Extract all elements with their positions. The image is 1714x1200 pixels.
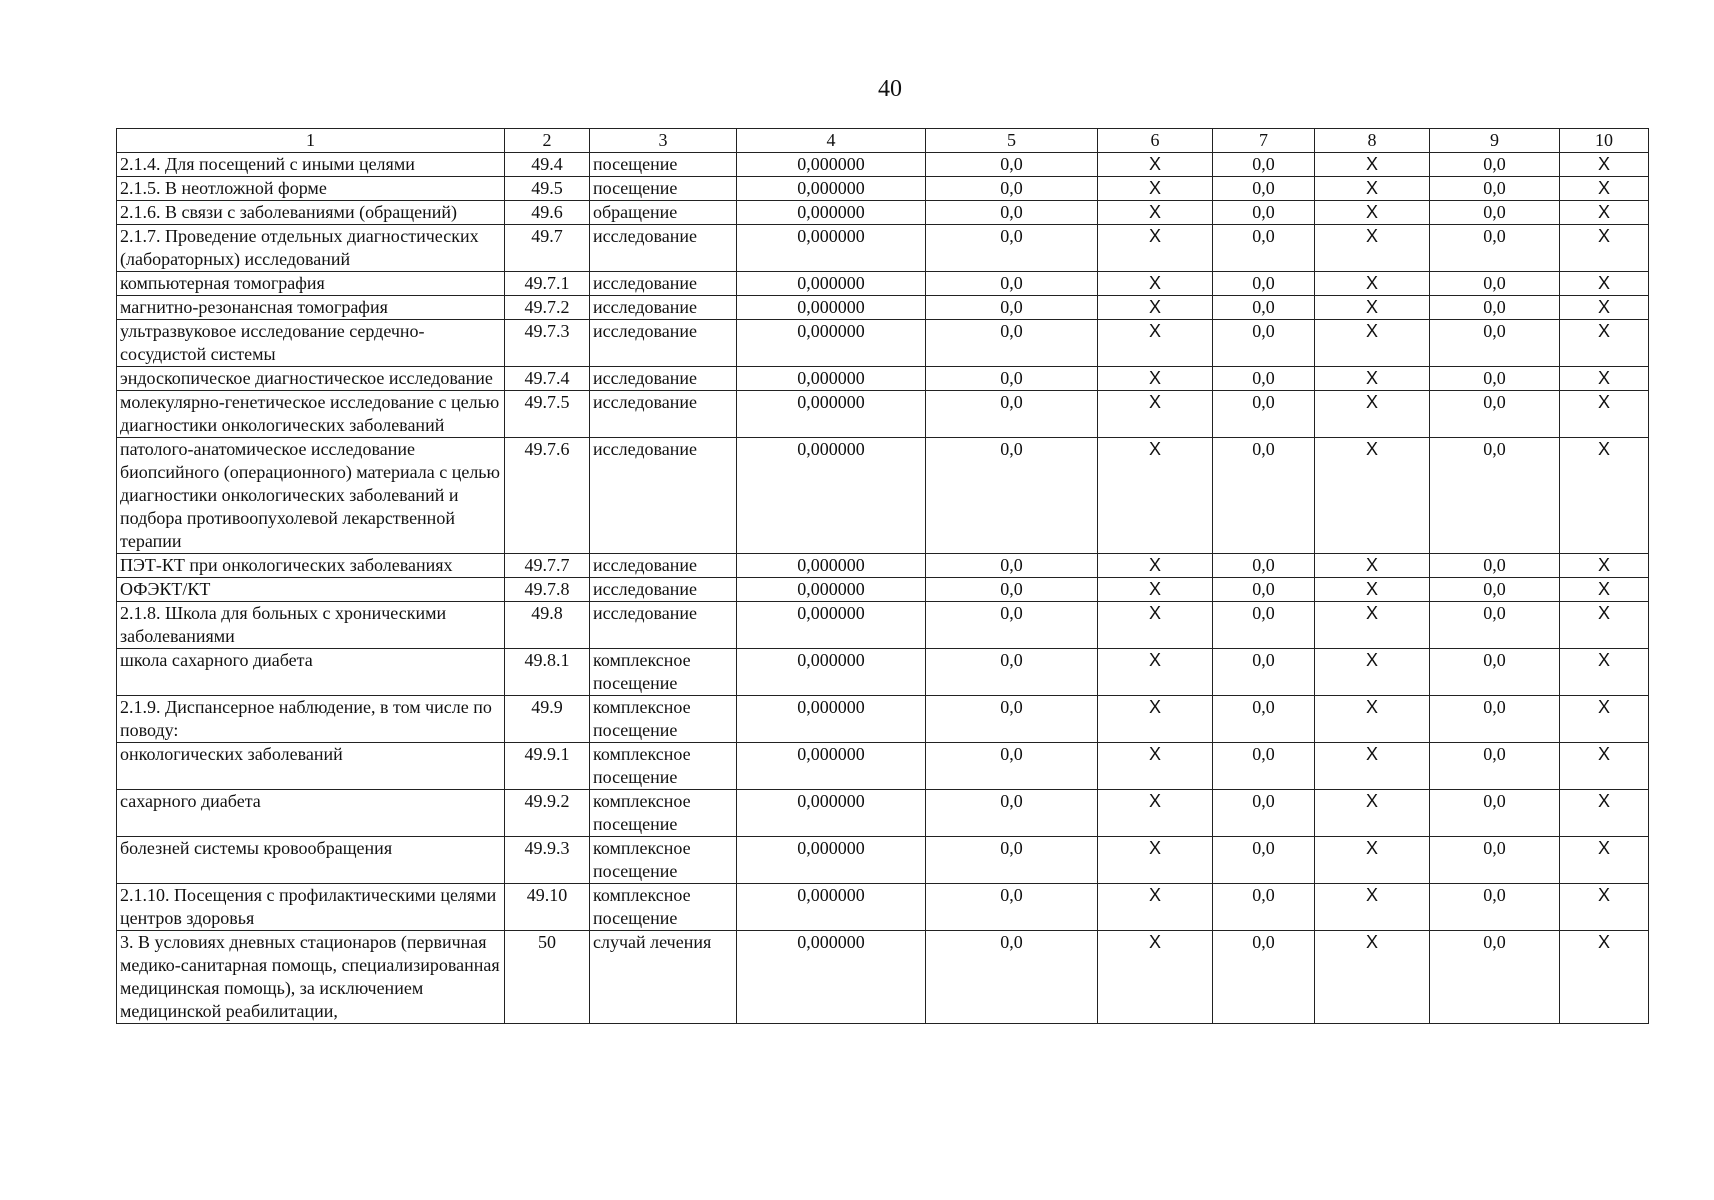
cell-code: 49.7.8	[505, 578, 590, 602]
cell-col9: 0,0	[1430, 320, 1560, 367]
cell-code: 49.5	[505, 177, 590, 201]
cell-col8: X	[1315, 225, 1430, 272]
cell-unit: исследование	[590, 320, 737, 367]
cell-code: 49.4	[505, 153, 590, 177]
cell-col5: 0,0	[926, 296, 1098, 320]
cell-col10: X	[1560, 438, 1649, 554]
cell-col9: 0,0	[1430, 837, 1560, 884]
table-row	[117, 790, 1649, 837]
cell-col4: 0,000000	[737, 602, 926, 649]
cell-col7: 0,0	[1213, 272, 1315, 296]
column-header: 3	[590, 129, 737, 153]
cell-col4: 0,000000	[737, 837, 926, 884]
cell-col10: X	[1560, 554, 1649, 578]
cell-col10: X	[1560, 296, 1649, 320]
cell-col4: 0,000000	[737, 367, 926, 391]
cell-col5: 0,0	[926, 696, 1098, 743]
cell-code: 49.7.5	[505, 391, 590, 438]
cell-code: 49.7	[505, 225, 590, 272]
cell-col4: 0,000000	[737, 790, 926, 837]
cell-col6: X	[1098, 696, 1213, 743]
cell-col8: X	[1315, 177, 1430, 201]
cell-col10: X	[1560, 225, 1649, 272]
column-header: 5	[926, 129, 1098, 153]
cell-name: патолого-анатомическое исследование биопсийного (операционного) материала с целью диагностики онкологических заболеваний и подбора противоопухолевой лекарственной терапии	[117, 438, 505, 554]
table-row	[117, 438, 1649, 554]
cell-col8: X	[1315, 438, 1430, 554]
cell-col5: 0,0	[926, 743, 1098, 790]
cell-col7: 0,0	[1213, 153, 1315, 177]
cell-col6: X	[1098, 320, 1213, 367]
cell-col7: 0,0	[1213, 438, 1315, 554]
cell-col10: X	[1560, 696, 1649, 743]
cell-col10: X	[1560, 602, 1649, 649]
cell-col9: 0,0	[1430, 602, 1560, 649]
cell-col6: X	[1098, 837, 1213, 884]
cell-name: 2.1.8. Школа для больных с хроническими заболеваниями	[117, 602, 505, 649]
cell-code: 49.10	[505, 884, 590, 931]
cell-code: 49.7.1	[505, 272, 590, 296]
column-header: 10	[1560, 129, 1649, 153]
cell-col8: X	[1315, 367, 1430, 391]
cell-col4: 0,000000	[737, 884, 926, 931]
cell-col9: 0,0	[1430, 225, 1560, 272]
table-row	[117, 177, 1649, 201]
cell-col5: 0,0	[926, 153, 1098, 177]
cell-col4: 0,000000	[737, 153, 926, 177]
table-row	[117, 837, 1649, 884]
cell-name: ультразвуковое исследование сердечно-сосудистой системы	[117, 320, 505, 367]
cell-code: 49.7.3	[505, 320, 590, 367]
table-row	[117, 391, 1649, 438]
column-header: 8	[1315, 129, 1430, 153]
cell-col7: 0,0	[1213, 201, 1315, 225]
cell-name: болезней системы кровообращения	[117, 837, 505, 884]
cell-col4: 0,000000	[737, 177, 926, 201]
table-row	[117, 367, 1649, 391]
cell-col8: X	[1315, 931, 1430, 1024]
cell-name: эндоскопическое диагностическое исследование	[117, 367, 505, 391]
cell-col8: X	[1315, 296, 1430, 320]
cell-col6: X	[1098, 438, 1213, 554]
cell-col10: X	[1560, 649, 1649, 696]
cell-col9: 0,0	[1430, 696, 1560, 743]
cell-col6: X	[1098, 225, 1213, 272]
table-row	[117, 696, 1649, 743]
cell-col8: X	[1315, 649, 1430, 696]
cell-unit: исследование	[590, 225, 737, 272]
cell-name: ПЭТ-КТ при онкологических заболеваниях	[117, 554, 505, 578]
cell-col5: 0,0	[926, 931, 1098, 1024]
cell-code: 49.7.7	[505, 554, 590, 578]
table-row	[117, 153, 1649, 177]
cell-code: 49.7.2	[505, 296, 590, 320]
cell-col7: 0,0	[1213, 177, 1315, 201]
cell-col7: 0,0	[1213, 649, 1315, 696]
cell-col6: X	[1098, 153, 1213, 177]
cell-col7: 0,0	[1213, 696, 1315, 743]
cell-col9: 0,0	[1430, 438, 1560, 554]
cell-col4: 0,000000	[737, 578, 926, 602]
cell-unit: случай лечения	[590, 931, 737, 1024]
cell-col8: X	[1315, 320, 1430, 367]
table-row	[117, 649, 1649, 696]
cell-name: ОФЭКТ/КТ	[117, 578, 505, 602]
cell-col7: 0,0	[1213, 602, 1315, 649]
cell-col10: X	[1560, 790, 1649, 837]
cell-name: 2.1.5. В неотложной форме	[117, 177, 505, 201]
cell-col7: 0,0	[1213, 743, 1315, 790]
cell-col7: 0,0	[1213, 554, 1315, 578]
cell-unit: исследование	[590, 602, 737, 649]
cell-col6: X	[1098, 578, 1213, 602]
cell-col5: 0,0	[926, 649, 1098, 696]
cell-col10: X	[1560, 884, 1649, 931]
cell-col5: 0,0	[926, 367, 1098, 391]
table-row	[117, 931, 1649, 1024]
data-table	[116, 128, 1649, 1024]
table-row	[117, 320, 1649, 367]
cell-col6: X	[1098, 554, 1213, 578]
column-header: 4	[737, 129, 926, 153]
cell-col7: 0,0	[1213, 367, 1315, 391]
cell-col7: 0,0	[1213, 320, 1315, 367]
cell-name: магнитно-резонансная томография	[117, 296, 505, 320]
cell-col10: X	[1560, 743, 1649, 790]
table-body	[117, 153, 1649, 1024]
cell-col10: X	[1560, 272, 1649, 296]
table-row	[117, 225, 1649, 272]
cell-col9: 0,0	[1430, 790, 1560, 837]
cell-col4: 0,000000	[737, 931, 926, 1024]
cell-col10: X	[1560, 837, 1649, 884]
cell-col8: X	[1315, 578, 1430, 602]
cell-col9: 0,0	[1430, 367, 1560, 391]
cell-unit: исследование	[590, 554, 737, 578]
cell-unit: комплексное посещение	[590, 790, 737, 837]
cell-col4: 0,000000	[737, 225, 926, 272]
cell-col9: 0,0	[1430, 884, 1560, 931]
cell-col6: X	[1098, 177, 1213, 201]
page-number: 40	[878, 76, 902, 102]
table-row	[117, 884, 1649, 931]
cell-col10: X	[1560, 153, 1649, 177]
cell-col9: 0,0	[1430, 578, 1560, 602]
cell-col8: X	[1315, 554, 1430, 578]
cell-col10: X	[1560, 320, 1649, 367]
cell-code: 49.6	[505, 201, 590, 225]
cell-col7: 0,0	[1213, 837, 1315, 884]
cell-col4: 0,000000	[737, 201, 926, 225]
table-row	[117, 554, 1649, 578]
cell-col6: X	[1098, 790, 1213, 837]
cell-col6: X	[1098, 649, 1213, 696]
cell-col8: X	[1315, 602, 1430, 649]
cell-name: 2.1.10. Посещения с профилактическими целями центров здоровья	[117, 884, 505, 931]
cell-name: 2.1.4. Для посещений с иными целями	[117, 153, 505, 177]
cell-unit: исследование	[590, 438, 737, 554]
cell-col8: X	[1315, 272, 1430, 296]
cell-col9: 0,0	[1430, 391, 1560, 438]
cell-col9: 0,0	[1430, 931, 1560, 1024]
cell-col5: 0,0	[926, 391, 1098, 438]
cell-col6: X	[1098, 884, 1213, 931]
cell-name: молекулярно-генетическое исследование с целью диагностики онкологических заболеваний	[117, 391, 505, 438]
cell-unit: исследование	[590, 272, 737, 296]
cell-col5: 0,0	[926, 201, 1098, 225]
cell-col6: X	[1098, 272, 1213, 296]
cell-col4: 0,000000	[737, 391, 926, 438]
cell-col5: 0,0	[926, 578, 1098, 602]
cell-col6: X	[1098, 931, 1213, 1024]
cell-col9: 0,0	[1430, 649, 1560, 696]
cell-col10: X	[1560, 391, 1649, 438]
cell-code: 49.9.3	[505, 837, 590, 884]
cell-col8: X	[1315, 790, 1430, 837]
cell-col10: X	[1560, 177, 1649, 201]
cell-col4: 0,000000	[737, 743, 926, 790]
cell-unit: исследование	[590, 367, 737, 391]
cell-col9: 0,0	[1430, 554, 1560, 578]
cell-col9: 0,0	[1430, 177, 1560, 201]
column-header: 7	[1213, 129, 1315, 153]
cell-col4: 0,000000	[737, 696, 926, 743]
cell-unit: посещение	[590, 153, 737, 177]
cell-col4: 0,000000	[737, 438, 926, 554]
cell-col9: 0,0	[1430, 743, 1560, 790]
cell-col6: X	[1098, 743, 1213, 790]
cell-name: школа сахарного диабета	[117, 649, 505, 696]
cell-code: 49.7.4	[505, 367, 590, 391]
cell-col4: 0,000000	[737, 272, 926, 296]
cell-col4: 0,000000	[737, 649, 926, 696]
cell-col6: X	[1098, 296, 1213, 320]
cell-col5: 0,0	[926, 554, 1098, 578]
cell-name: компьютерная томография	[117, 272, 505, 296]
cell-col7: 0,0	[1213, 391, 1315, 438]
cell-col4: 0,000000	[737, 320, 926, 367]
cell-name: 3. В условиях дневных стационаров (первичная медико-санитарная помощь, специализированная медицинская помощь), за исключением медицинской реабилитации,	[117, 931, 505, 1024]
cell-col7: 0,0	[1213, 884, 1315, 931]
cell-name: 2.1.7. Проведение отдельных диагностических (лабораторных) исследований	[117, 225, 505, 272]
cell-col8: X	[1315, 743, 1430, 790]
cell-name: онкологических заболеваний	[117, 743, 505, 790]
cell-unit: комплексное посещение	[590, 837, 737, 884]
cell-col8: X	[1315, 201, 1430, 225]
cell-unit: исследование	[590, 578, 737, 602]
column-header: 6	[1098, 129, 1213, 153]
cell-col8: X	[1315, 696, 1430, 743]
column-header: 1	[117, 129, 505, 153]
cell-code: 50	[505, 931, 590, 1024]
cell-col7: 0,0	[1213, 296, 1315, 320]
cell-col10: X	[1560, 367, 1649, 391]
cell-col9: 0,0	[1430, 296, 1560, 320]
cell-col10: X	[1560, 931, 1649, 1024]
cell-name: 2.1.9. Диспансерное наблюдение, в том числе по поводу:	[117, 696, 505, 743]
cell-col7: 0,0	[1213, 790, 1315, 837]
header-row	[117, 129, 1649, 153]
cell-col6: X	[1098, 367, 1213, 391]
table-row	[117, 201, 1649, 225]
cell-col5: 0,0	[926, 790, 1098, 837]
cell-col8: X	[1315, 391, 1430, 438]
cell-col5: 0,0	[926, 320, 1098, 367]
cell-col9: 0,0	[1430, 201, 1560, 225]
cell-code: 49.7.6	[505, 438, 590, 554]
cell-col5: 0,0	[926, 884, 1098, 931]
cell-unit: исследование	[590, 296, 737, 320]
cell-unit: обращение	[590, 201, 737, 225]
cell-code: 49.9.2	[505, 790, 590, 837]
cell-col8: X	[1315, 837, 1430, 884]
cell-unit: комплексное посещение	[590, 696, 737, 743]
cell-col7: 0,0	[1213, 931, 1315, 1024]
cell-col5: 0,0	[926, 438, 1098, 554]
cell-col7: 0,0	[1213, 225, 1315, 272]
table-row	[117, 296, 1649, 320]
cell-unit: посещение	[590, 177, 737, 201]
cell-col9: 0,0	[1430, 272, 1560, 296]
cell-col5: 0,0	[926, 602, 1098, 649]
cell-col5: 0,0	[926, 837, 1098, 884]
cell-code: 49.8.1	[505, 649, 590, 696]
cell-col8: X	[1315, 884, 1430, 931]
cell-col6: X	[1098, 602, 1213, 649]
column-header: 9	[1430, 129, 1560, 153]
column-header: 2	[505, 129, 590, 153]
cell-unit: комплексное посещение	[590, 884, 737, 931]
cell-col10: X	[1560, 578, 1649, 602]
table-row	[117, 602, 1649, 649]
table-row	[117, 578, 1649, 602]
table-row	[117, 743, 1649, 790]
cell-unit: комплексное посещение	[590, 649, 737, 696]
cell-col10: X	[1560, 201, 1649, 225]
cell-name: 2.1.6. В связи с заболеваниями (обращений)	[117, 201, 505, 225]
cell-unit: исследование	[590, 391, 737, 438]
cell-name: сахарного диабета	[117, 790, 505, 837]
cell-code: 49.9.1	[505, 743, 590, 790]
cell-col7: 0,0	[1213, 578, 1315, 602]
cell-col6: X	[1098, 201, 1213, 225]
cell-col5: 0,0	[926, 225, 1098, 272]
cell-col4: 0,000000	[737, 296, 926, 320]
cell-code: 49.9	[505, 696, 590, 743]
cell-col4: 0,000000	[737, 554, 926, 578]
cell-col6: X	[1098, 391, 1213, 438]
cell-col8: X	[1315, 153, 1430, 177]
table-row	[117, 272, 1649, 296]
cell-col5: 0,0	[926, 272, 1098, 296]
cell-col5: 0,0	[926, 177, 1098, 201]
cell-col9: 0,0	[1430, 153, 1560, 177]
cell-unit: комплексное посещение	[590, 743, 737, 790]
cell-code: 49.8	[505, 602, 590, 649]
